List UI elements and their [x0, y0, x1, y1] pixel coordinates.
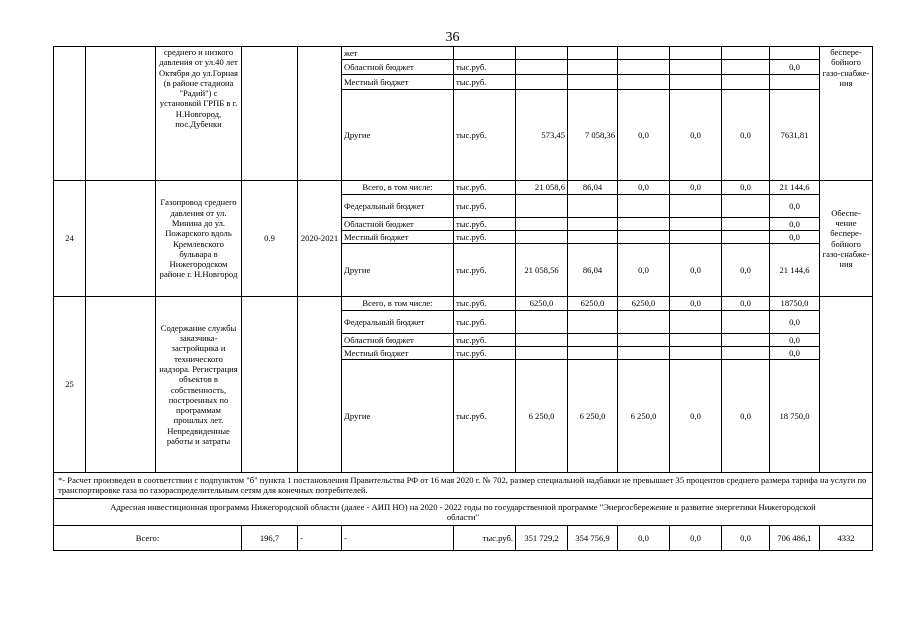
value-2023 — [670, 195, 722, 218]
funding-source: Областной бюджет — [342, 218, 454, 231]
value-total: 0,0 — [770, 218, 820, 231]
value-2020 — [516, 195, 568, 218]
unit-cell: тыс.руб. — [454, 181, 516, 195]
value-2023 — [670, 231, 722, 244]
total-capacity: 196,7 — [242, 526, 298, 551]
row-25-empty-cell — [86, 297, 156, 473]
value-total — [770, 47, 820, 60]
value-2024 — [722, 231, 770, 244]
value-2024 — [722, 347, 770, 360]
row-24-total — [54, 181, 873, 195]
funding-source: Областной бюджет — [342, 60, 454, 75]
value-total: 0,0 — [770, 347, 820, 360]
total-row — [54, 526, 873, 551]
value-total: 7631,81 — [770, 90, 820, 181]
footnote-row — [54, 473, 873, 499]
unit-cell — [454, 47, 516, 60]
value-2023: 0,0 — [670, 360, 722, 473]
value-2023 — [670, 347, 722, 360]
row-25-description: Содержание службы заказчика-застройщика и технического надзора. Регистрация объектов в собственность, построенных по программам прошлых лет. Непредвиденные работы и затраты — [156, 297, 242, 473]
row-24-description: Газопровод среднего давления от ул. Минина до ул. Пожарского вдоль Кремлевского бульвара в Нижегородском районе г. Н.Новгород — [156, 181, 242, 297]
value-2022 — [618, 218, 670, 231]
value-2021 — [568, 75, 618, 90]
funding-source: Местный бюджет — [342, 347, 454, 360]
value-2020 — [516, 311, 568, 334]
value-2021 — [568, 311, 618, 334]
total-2022: 0,0 — [618, 526, 670, 551]
value-2024 — [722, 195, 770, 218]
row-25-total — [54, 297, 873, 311]
value-2020 — [516, 347, 568, 360]
value-total: 0,0 — [770, 195, 820, 218]
cont-row-1 — [54, 47, 873, 60]
value-2021 — [568, 218, 618, 231]
unit-cell: тыс.руб. — [454, 311, 516, 334]
value-2022 — [618, 347, 670, 360]
value-2022 — [618, 47, 670, 60]
unit-cell: тыс.руб. — [454, 218, 516, 231]
funding-source: Местный бюджет — [342, 231, 454, 244]
cont-result: беспере-бойного газо-снабже-ния — [820, 47, 873, 181]
total-dash-source: - — [342, 526, 454, 551]
value-total: 21 144,6 — [770, 244, 820, 297]
value-2023: 0,0 — [670, 244, 722, 297]
cont-period-cell — [298, 47, 342, 181]
value-2020: 21 058,6 — [516, 181, 568, 195]
funding-source: Федеральный бюджет — [342, 195, 454, 218]
funding-source: Другие — [342, 90, 454, 181]
value-2021 — [568, 195, 618, 218]
value-2023 — [670, 60, 722, 75]
value-2024: 0,0 — [722, 244, 770, 297]
unit-cell: тыс.руб. — [454, 231, 516, 244]
value-2022 — [618, 231, 670, 244]
total-2021: 354 756,9 — [568, 526, 618, 551]
total-label: Всего: — [54, 526, 242, 551]
value-2022: 0,0 — [618, 181, 670, 195]
value-2024: 0,0 — [722, 90, 770, 181]
unit-cell: тыс.руб. — [454, 75, 516, 90]
value-2021 — [568, 47, 618, 60]
funding-source: Другие — [342, 244, 454, 297]
footnote: *- Расчет произведен в соответствии с подпунктом "б" пункта 1 постановления Правительства РФ от 16 мая 2020 г. № 702, размер специальной надбавки не превышает 35 процентов среднего размера тарифа на услуги по транспортировке газа по газораспределительным сетям для конечных потребителей. — [54, 473, 873, 499]
row-24-capacity: 0.9 — [242, 181, 298, 297]
row-24-period: 2020-2021 — [298, 181, 342, 297]
unit-cell: тыс.руб. — [454, 297, 516, 311]
value-2020 — [516, 218, 568, 231]
value-2020 — [516, 60, 568, 75]
funding-source: Всего, в том числе: — [342, 181, 454, 195]
investment-program-table — [53, 46, 873, 551]
row-25-period — [298, 297, 342, 473]
value-2022: 0,0 — [618, 244, 670, 297]
value-2022 — [618, 334, 670, 347]
value-2024 — [722, 218, 770, 231]
program-title-row — [54, 498, 873, 526]
row-number: 24 — [54, 181, 86, 297]
value-2020 — [516, 75, 568, 90]
value-2020: 6 250,0 — [516, 360, 568, 473]
value-2021 — [568, 60, 618, 75]
value-2021: 86,04 — [568, 244, 618, 297]
row-number: 25 — [54, 297, 86, 473]
program-title: Адресная инвестиционная программа Нижегородской области (далее - АИП НО) на 2020 - 2022 годы по государственной программе "Энергосбережение и развитие энергетики Нижегородской области" — [54, 498, 873, 526]
value-2021: 86,04 — [568, 181, 618, 195]
value-2023 — [670, 311, 722, 334]
value-2024 — [722, 334, 770, 347]
funding-source: Областной бюджет — [342, 334, 454, 347]
value-2022 — [618, 195, 670, 218]
cont-num-cell — [54, 47, 86, 181]
total-2023: 0,0 — [670, 526, 722, 551]
row-24-empty-cell — [86, 181, 156, 297]
value-total: 0,0 — [770, 231, 820, 244]
total-sum: 706 486,1 — [770, 526, 820, 551]
value-2023: 0,0 — [670, 181, 722, 195]
value-2023: 0,0 — [670, 297, 722, 311]
value-2021 — [568, 231, 618, 244]
value-total: 18750,0 — [770, 297, 820, 311]
total-result: 4332 — [820, 526, 873, 551]
value-2024 — [722, 75, 770, 90]
value-total: 18 750,0 — [770, 360, 820, 473]
page-number: 36 — [445, 30, 460, 45]
value-total: 0,0 — [770, 334, 820, 347]
value-2024: 0,0 — [722, 181, 770, 195]
unit-cell: тыс.руб. — [454, 244, 516, 297]
unit-cell: тыс.руб. — [454, 360, 516, 473]
value-2021: 6250,0 — [568, 297, 618, 311]
value-2022 — [618, 75, 670, 90]
cont-description: среднего и низкого давления от ул.40 лет Октября до ул.Горная (в районе стадиона "Радий") с установкой ГРПБ в г. Н.Новгород, пос.Дубенки — [156, 47, 242, 181]
value-total: 0,0 — [770, 311, 820, 334]
value-2020: 573,45 — [516, 90, 568, 181]
value-2024 — [722, 60, 770, 75]
total-unit: тыс.руб. — [454, 526, 516, 551]
value-2023 — [670, 75, 722, 90]
funding-source: Местный бюджет — [342, 75, 454, 90]
value-2022 — [618, 60, 670, 75]
total-2024: 0,0 — [722, 526, 770, 551]
total-dash-period: - — [298, 526, 342, 551]
funding-source: Другие — [342, 360, 454, 473]
value-2022: 6 250,0 — [618, 360, 670, 473]
unit-cell: тыс.руб. — [454, 334, 516, 347]
value-total: 21 144,6 — [770, 181, 820, 195]
value-total — [770, 75, 820, 90]
row-24-result: Обеспе-чение беспере-бойного газо-снабже-ния — [820, 181, 873, 297]
row-25-result — [820, 297, 873, 473]
value-2020: 21 058,56 — [516, 244, 568, 297]
unit-cell: тыс.руб. — [454, 195, 516, 218]
value-2022: 6250,0 — [618, 297, 670, 311]
value-2021: 6 250,0 — [568, 360, 618, 473]
cont-capacity-cell — [242, 47, 298, 181]
value-2023 — [670, 334, 722, 347]
row-25-capacity — [242, 297, 298, 473]
unit-cell: тыс.руб. — [454, 347, 516, 360]
value-2024: 0,0 — [722, 360, 770, 473]
funding-source: Всего, в том числе: — [342, 297, 454, 311]
value-2021 — [568, 347, 618, 360]
value-2023 — [670, 47, 722, 60]
value-2020 — [516, 47, 568, 60]
cont-empty-cell — [86, 47, 156, 181]
value-2023 — [670, 218, 722, 231]
value-total: 0,0 — [770, 60, 820, 75]
value-2021 — [568, 334, 618, 347]
unit-cell: тыс.руб. — [454, 90, 516, 181]
total-2020: 351 729,2 — [516, 526, 568, 551]
value-2023: 0,0 — [670, 90, 722, 181]
value-2021: 7 058,36 — [568, 90, 618, 181]
funding-source: Федеральный бюджет — [342, 311, 454, 334]
value-2024 — [722, 311, 770, 334]
value-2020 — [516, 231, 568, 244]
unit-cell: тыс.руб. — [454, 60, 516, 75]
value-2022: 0,0 — [618, 90, 670, 181]
value-2022 — [618, 311, 670, 334]
value-2024 — [722, 47, 770, 60]
funding-source: жет — [342, 47, 454, 60]
value-2020 — [516, 334, 568, 347]
value-2024: 0,0 — [722, 297, 770, 311]
value-2020: 6250,0 — [516, 297, 568, 311]
